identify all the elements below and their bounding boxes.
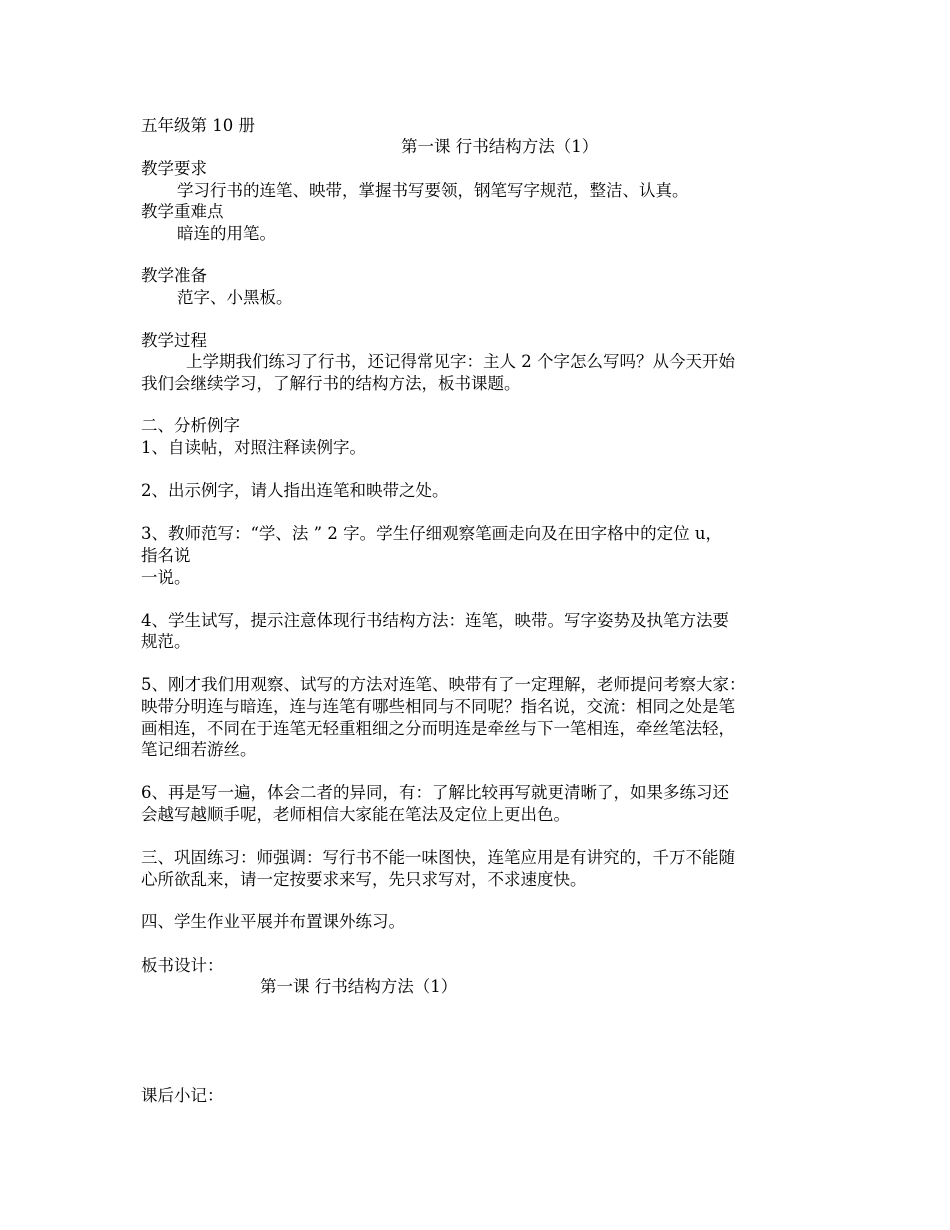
board-heading: 板书设计： — [141, 956, 224, 975]
preparation-text: 范字、小黑板。 — [177, 288, 293, 307]
analysis-step-3-line: 3、教师范写：“学、法 ” 2 字。学生仔细观察笔画走向及在田字格中的定位 u， — [141, 524, 722, 543]
difficulty-text: 暗连的用笔。 — [177, 224, 276, 243]
analysis-step-1: 1、自读帖，对照注释读例字。 — [141, 438, 366, 457]
process-intro-line: 我们会继续学习，了解行书的结构方法，板书课题。 — [141, 374, 521, 393]
difficulty-heading: 教学重难点 — [141, 202, 224, 221]
analysis-step-4-line: 规范。 — [141, 632, 191, 651]
analysis-heading: 二、分析例字 — [141, 416, 240, 435]
grade-label: 五年级第 10 册 — [141, 116, 255, 135]
requirements-text: 学习行书的连笔、映带，掌握书写要领，钢笔写字规范，整洁、认真。 — [177, 181, 689, 200]
consolidation-line: 三、巩固练习：师强调：写行书不能一味图快，连笔应用是有讲究的，千万不能随 — [141, 848, 735, 867]
analysis-step-2: 2、出示例字，请人指出连笔和映带之处。 — [141, 481, 449, 500]
analysis-step-6-line: 6、再是写一遍，体会二者的异同，有：了解比较再写就更清晰了，如果多练习还 — [141, 783, 729, 802]
board-title: 第一课 行书结构方法（1） — [260, 977, 458, 996]
analysis-step-5-line: 笔记细若游丝。 — [141, 740, 257, 759]
lesson-title: 第一课 行书结构方法（1） — [401, 137, 599, 156]
process-heading: 教学过程 — [141, 331, 207, 350]
consolidation-line: 心所欲乱来，请一定按要求来写，先只求写对，不求速度快。 — [141, 870, 587, 889]
homework-text: 四、学生作业平展并布置课外练习。 — [141, 912, 405, 931]
requirements-heading: 教学要求 — [141, 159, 207, 178]
analysis-step-3-line: 一说。 — [141, 568, 191, 587]
analysis-step-6-line: 会越写越顺手呢，老师相信大家能在笔法及定位上更出色。 — [141, 805, 570, 824]
analysis-step-5-line: 画相连，不同在于连笔无轻重粗细之分而明连是牵丝与下一笔相连，牵丝笔法轻， — [141, 719, 735, 738]
process-intro-line: 上学期我们练习了行书，还记得常见字：主人 2 个字怎么写吗？从今天开始 — [186, 352, 735, 371]
analysis-step-5-line: 5、刚才我们用观察、试写的方法对连笔、映带有了一定理解，老师提问考察大家： — [141, 675, 746, 694]
analysis-step-4-line: 4、学生试写，提示注意体现行书结构方法：连笔，映带。写字姿势及执笔方法要 — [141, 611, 729, 630]
preparation-heading: 教学准备 — [141, 266, 207, 285]
notes-heading: 课后小记： — [141, 1086, 224, 1105]
analysis-step-3-line: 指名说 — [141, 546, 191, 565]
analysis-step-5-line: 映带分明连与暗连，连与连笔有哪些相同与不同呢？指名说，交流：相同之处是笔 — [141, 697, 735, 716]
